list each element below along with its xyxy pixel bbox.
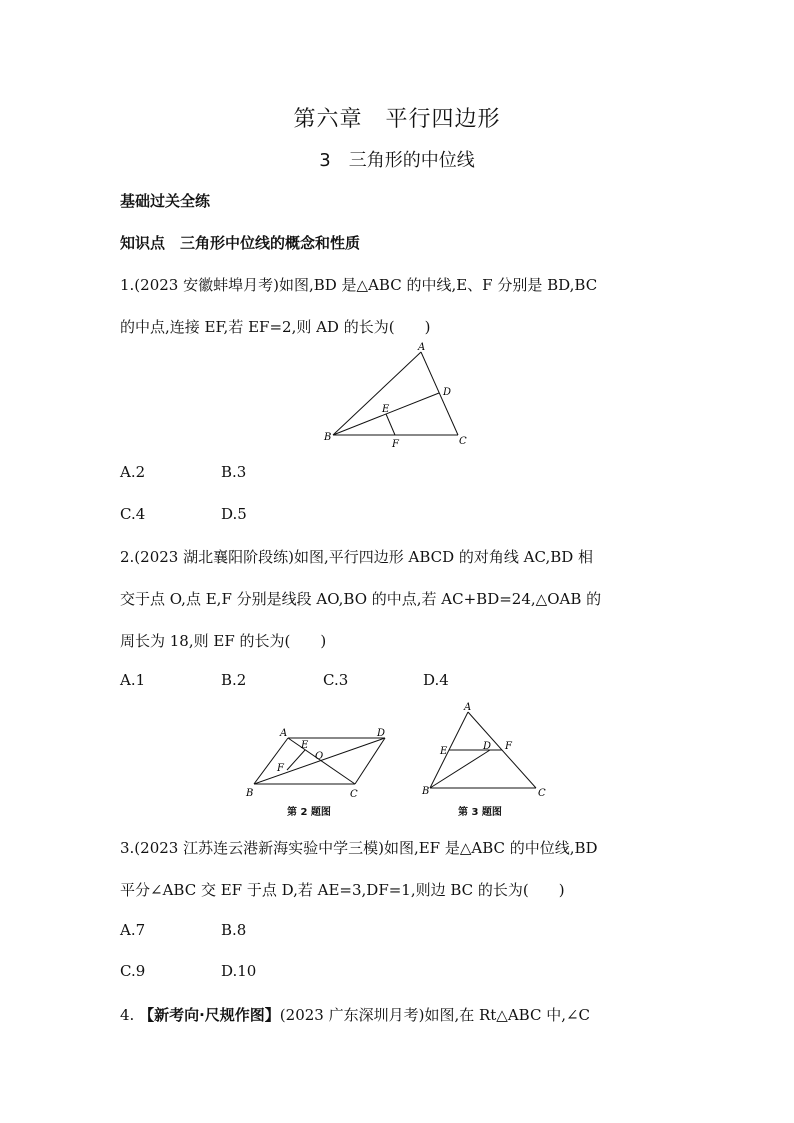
q3-label-a: A — [464, 702, 472, 713]
q1-figure — [318, 340, 478, 450]
section-heading: 基础过关全练 — [120, 192, 211, 210]
q3-label-d: D — [483, 741, 492, 752]
q3-option-a: A.7 — [120, 921, 146, 939]
q4-text: (2023 广东深圳月考)如图,在 Rt△ABC 中,∠C — [279, 1006, 591, 1024]
q2-option-c: C.3 — [323, 671, 349, 689]
q2-label-d: D — [377, 728, 386, 739]
q2-label-e: E — [301, 740, 309, 751]
q2-line2: 交于点 O,点 E,F 分别是线段 AO,BO 的中点,若 AC+BD=24,△OAB 的 — [120, 590, 602, 608]
q3-option-d: D.10 — [221, 962, 257, 980]
q3-line1: 3.(2023 江苏连云港新海实验中学三模)如图,EF 是△ABC 的中位线,BD — [120, 839, 598, 857]
q2-option-d: D.4 — [423, 671, 449, 689]
knowledge-point-heading: 知识点 三角形中位线的概念和性质 — [120, 234, 361, 252]
q3-label-f: F — [505, 741, 512, 752]
q2-label-f: F — [277, 763, 284, 774]
q2-option-b: B.2 — [221, 671, 247, 689]
q2-label-b: B — [246, 788, 254, 799]
q2-label-o: O — [315, 751, 324, 762]
section-title: 3 三角形的中位线 — [319, 150, 475, 171]
q3-label-b: B — [422, 786, 430, 797]
q3-label-c: C — [538, 788, 546, 799]
q3-option-c: C.9 — [120, 962, 146, 980]
q1-label-d: D — [443, 387, 452, 398]
chapter-title: 第六章 平行四边形 — [293, 107, 501, 132]
q2-figure — [240, 700, 400, 800]
q2-figure-caption: 第 2 题图 — [287, 807, 331, 818]
q2-label-a: A — [280, 728, 288, 739]
q2-line3: 周长为 18,则 EF 的长为( ) — [120, 632, 327, 650]
q1-label-c: C — [459, 436, 467, 447]
q2-label-c: C — [350, 789, 358, 800]
q1-option-b: B.3 — [221, 463, 247, 481]
q1-option-c: C.4 — [120, 505, 146, 523]
q1-label-b: B — [324, 432, 332, 443]
q3-line2: 平分∠ABC 交 EF 于点 D,若 AE=3,DF=1,则边 BC 的长为( ) — [120, 881, 565, 899]
q3-figure-caption: 第 3 题图 — [458, 807, 502, 818]
q1-option-a: A.2 — [120, 463, 146, 481]
q3-figure — [418, 700, 558, 800]
q1-label-f: F — [392, 439, 399, 450]
q4-line1 — [120, 1004, 590, 1025]
q1-line2: 的中点,连接 EF,若 EF=2,则 AD 的长为( ) — [120, 318, 431, 336]
q1-label-e: E — [382, 404, 390, 415]
q4-number: 4. — [120, 1006, 135, 1024]
q2-option-a: A.1 — [120, 671, 146, 689]
q4-tag: 【新考向·尺规作图】 — [139, 1006, 280, 1024]
q1-label-a: A — [418, 342, 426, 353]
q2-line1: 2.(2023 湖北襄阳阶段练)如图,平行四边形 ABCD 的对角线 AC,BD 相 — [120, 548, 594, 566]
q1-line1: 1.(2023 安徽蚌埠月考)如图,BD 是△ABC 的中线,E、F 分别是 BD,BC — [120, 276, 598, 294]
q3-option-b: B.8 — [221, 921, 247, 939]
q1-option-d: D.5 — [221, 505, 247, 523]
q3-label-e: E — [440, 746, 448, 757]
